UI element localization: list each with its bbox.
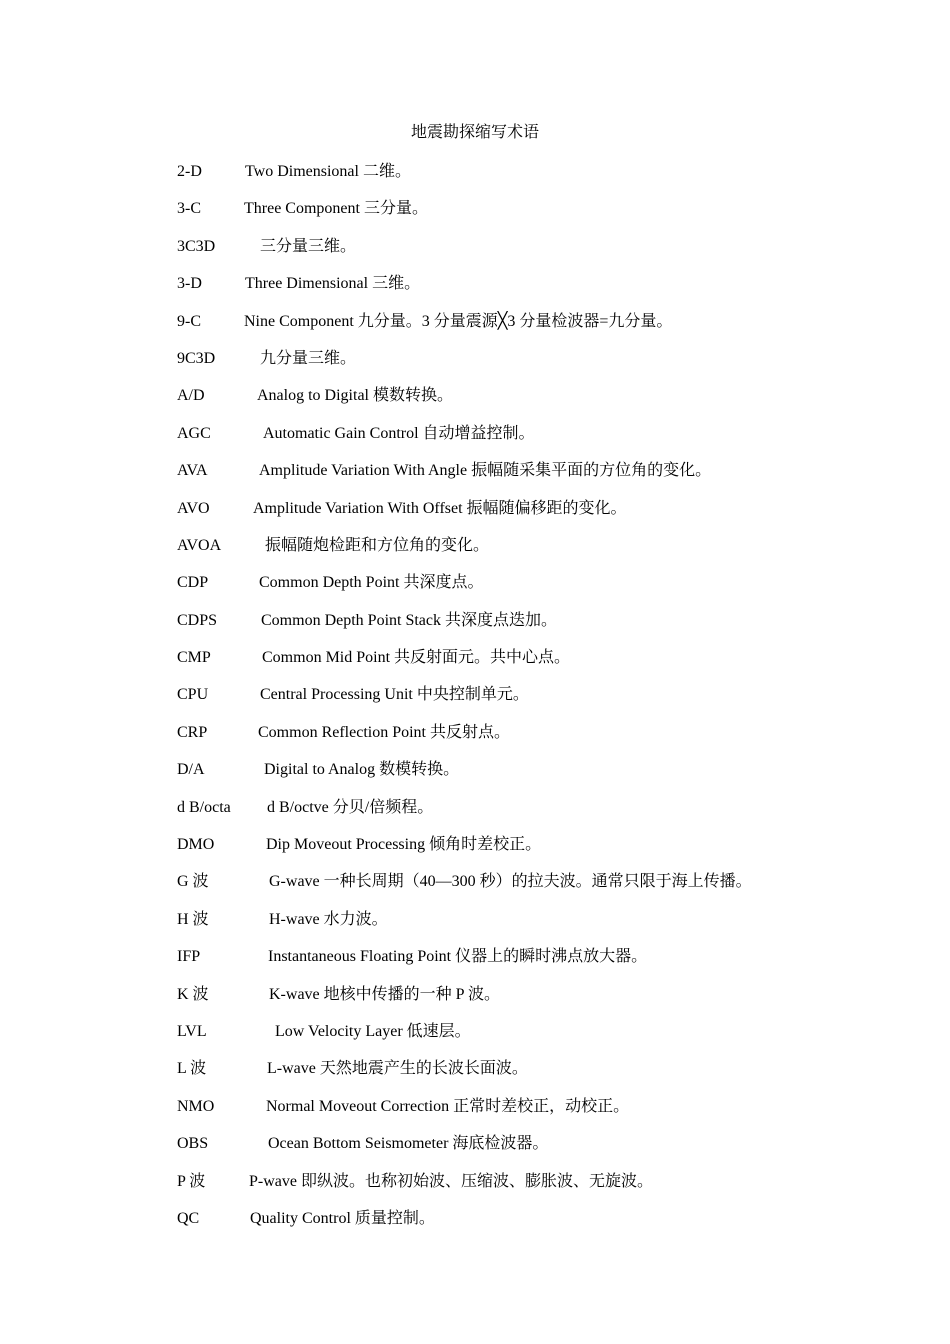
term-entry: [177, 1021, 877, 1058]
term-entry: [177, 198, 877, 235]
term-definition: Instantaneous Floating Point 仪器上的瞬时沸点放大器。: [268, 948, 648, 966]
term-abbreviation: H 波: [177, 910, 209, 928]
term-definition: H-wave 水力波。: [269, 910, 388, 928]
term-entry: [177, 909, 877, 946]
term-entry: [177, 722, 877, 759]
term-abbreviation: OBS: [177, 1135, 209, 1153]
term-entry: [177, 1058, 877, 1095]
term-entry: [177, 834, 877, 871]
term-abbreviation: A/D: [177, 387, 205, 405]
term-definition: 三分量三维。: [260, 237, 357, 255]
term-abbreviation: QC: [177, 1209, 200, 1227]
term-definition: G-wave 一种长周期（40—300 秒）的拉夫波。通常只限于海上传播。: [269, 873, 752, 891]
term-abbreviation: 3C3D: [177, 237, 216, 255]
term-definition: Common Reflection Point 共反射点。: [258, 723, 510, 741]
term-entry: [177, 161, 877, 198]
term-entry: [177, 647, 877, 684]
term-abbreviation: 3-C: [177, 200, 201, 218]
term-abbreviation: CMP: [177, 649, 211, 667]
term-definition: Analog to Digital 模数转换。: [257, 387, 453, 405]
term-abbreviation: CRP: [177, 723, 208, 741]
term-definition: Low Velocity Layer 低速层。: [275, 1022, 471, 1040]
term-definition: Dip Moveout Processing 倾角时差校正。: [266, 836, 542, 854]
term-definition: Automatic Gain Control 自动增益控制。: [263, 424, 535, 442]
term-entry: [177, 498, 877, 535]
term-definition: Central Processing Unit 中央控制单元。: [260, 686, 529, 704]
term-entry: [177, 236, 877, 273]
term-definition: d B/octve 分贝/倍频程。: [267, 798, 434, 816]
term-entry: [177, 385, 877, 422]
term-abbreviation: AVOA: [177, 536, 222, 554]
term-abbreviation: 2-D: [177, 163, 202, 180]
term-abbreviation: NMO: [177, 1097, 215, 1115]
term-abbreviation: AVA: [177, 462, 208, 480]
term-abbreviation: CPU: [177, 686, 209, 704]
term-entry: [177, 423, 877, 460]
term-abbreviation: AGC: [177, 424, 211, 442]
term-definition: Amplitude Variation With Angle 振幅随采集平面的方位角的变化。: [259, 462, 712, 480]
term-definition: Nine Component 九分量。3 分量震源╳3 分量检波器=九分量。: [244, 312, 673, 330]
term-entry: [177, 1208, 877, 1245]
term-definition: P-wave 即纵波。也称初始波、压缩波、膨胀波、无旋波。: [249, 1172, 653, 1190]
term-abbreviation: 9-C: [177, 312, 201, 330]
term-abbreviation: L 波: [177, 1060, 207, 1078]
term-entry: [177, 311, 877, 348]
term-abbreviation: DMO: [177, 836, 215, 854]
term-definition: Digital to Analog 数模转换。: [264, 761, 460, 779]
term-abbreviation: G 波: [177, 873, 209, 891]
term-entry: [177, 871, 877, 908]
term-abbreviation: AVO: [177, 499, 210, 517]
term-definition: Common Depth Point Stack 共深度点迭加。: [261, 611, 558, 629]
term-entry: [177, 1171, 877, 1208]
term-entry: [177, 1096, 877, 1133]
term-definition: L-wave 天然地震产生的长波长面波。: [267, 1060, 528, 1078]
term-abbreviation: 3-D: [177, 275, 202, 293]
page-title: 地震勘探缩写术语: [410, 124, 539, 141]
term-abbreviation: d B/octa: [177, 798, 231, 816]
term-definition: Ocean Bottom Seismometer 海底检波器。: [268, 1135, 549, 1153]
term-list: [177, 161, 877, 1245]
term-definition: K-wave 地核中传播的一种 P 波。: [269, 985, 500, 1003]
term-definition: Quality Control 质量控制。: [250, 1209, 435, 1227]
term-entry: [177, 460, 877, 497]
term-entry: [177, 946, 877, 983]
term-abbreviation: K 波: [177, 985, 209, 1003]
term-definition: Amplitude Variation With Offset 振幅随偏移距的变化。: [253, 499, 627, 517]
term-abbreviation: CDPS: [177, 611, 218, 629]
term-entry: [177, 759, 877, 796]
term-entry: [177, 1133, 877, 1170]
term-entry: [177, 610, 877, 647]
term-abbreviation: 9C3D: [177, 349, 216, 367]
term-definition: Three Dimensional 三维。: [245, 275, 421, 293]
term-abbreviation: D/A: [177, 761, 205, 779]
term-entry: [177, 348, 877, 385]
term-entry: [177, 797, 877, 834]
term-entry: [177, 535, 877, 572]
term-abbreviation: P 波: [177, 1172, 206, 1190]
term-definition: Normal Moveout Correction 正常时差校正，动校正。: [266, 1097, 630, 1115]
term-abbreviation: IFP: [177, 948, 201, 966]
term-definition: Common Depth Point 共深度点。: [259, 574, 484, 592]
term-definition: 九分量三维。: [260, 349, 357, 367]
term-entry: [177, 984, 877, 1021]
term-entry: [177, 684, 877, 721]
term-definition: Three Component 三分量。: [244, 200, 428, 218]
term-definition: Common Mid Point 共反射面元。共中心点。: [262, 649, 571, 667]
term-entry: [177, 273, 877, 310]
term-entry: [177, 572, 877, 609]
term-definition: Two Dimensional 二维。: [245, 163, 411, 180]
term-definition: 振幅随炮检距和方位角的变化。: [265, 536, 490, 554]
term-abbreviation: CDP: [177, 574, 209, 592]
term-abbreviation: LVL: [177, 1022, 207, 1040]
